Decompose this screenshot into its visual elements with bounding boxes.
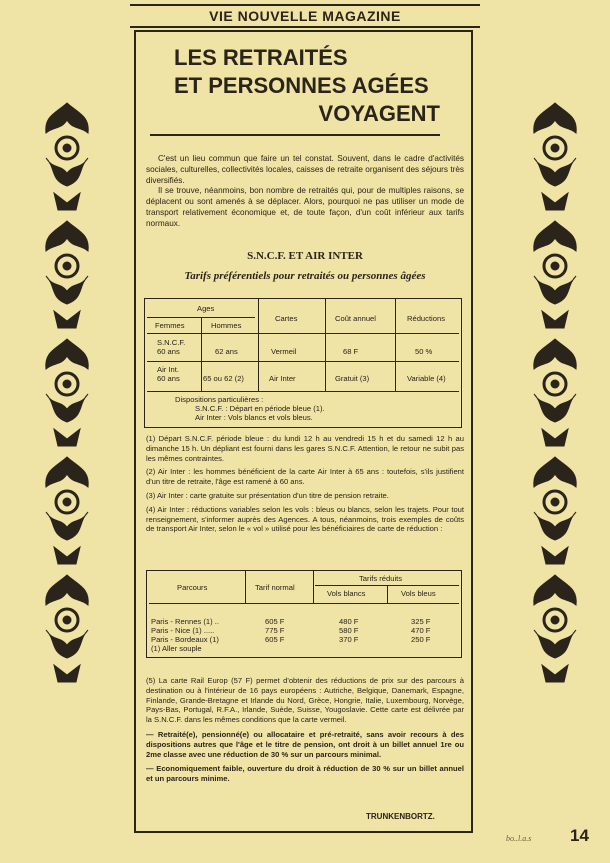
row-2-blancs: 580 F (339, 626, 359, 635)
notes-block-2 (146, 676, 464, 789)
note-6: — Retraité(e), pensionné(e) ou allocataire et pré-retraité, sans avoir recours à des dispositions autres que l'âge et le titre de pension, ont droit à un billet annuel 1re ou 2me classe avec une réduction de 30 % sur un parcours minimal. (146, 729, 464, 759)
cell-r2-reduction: Variable (4) (407, 374, 446, 383)
dispositions-sncf: S.N.C.F. : Départ en période bleue (1). (195, 404, 325, 413)
magazine-masthead: VIE NOUVELLE MAGAZINE (130, 4, 480, 28)
header-tarif-normal: Tarif normal (255, 583, 295, 592)
cell-r1-femmes-b: 60 ans (157, 347, 180, 356)
title-line-2: ET PERSONNES AGÉES (174, 73, 429, 98)
header-vols-bleus: Vols bleus (401, 589, 436, 598)
header-cartes: Cartes (275, 314, 298, 323)
cell-r1-reduction: 50 % (415, 347, 433, 356)
title-line-1: LES RETRAITÉS (174, 45, 348, 70)
row-2-parcours: Paris - Nice (1) ..... (151, 626, 215, 635)
intro-paragraph-2: Il se trouve, néanmoins, bon nombre de retraités qui, pour de multiples raisons, se déplacent ou sont amenés à se déplacer. Alors, pourquoi ne pas utiliser un mode de transport relativement économique et, de toute façon, d'un coût inférieur aux tarifs normaux. (146, 186, 464, 228)
notes-block (146, 434, 464, 538)
cell-r2-cout: Gratuit (3) (335, 374, 370, 383)
row-2-bleus: 470 F (411, 626, 431, 635)
author-signature: TRUNKENBORTZ. (366, 812, 435, 821)
floral-border-left-icon (36, 98, 98, 688)
article-title (150, 44, 446, 128)
row-3-tarif: 605 F (265, 635, 285, 644)
note-2: (2) Air Inter : les hommes bénéficient de la carte Air Inter à 65 ans : toutefois, s'ils justifient d'un titre de retraite, l'âge est ramené à 60 ans. (146, 467, 464, 487)
page-number: 14 (570, 826, 589, 845)
header-parcours: Parcours (177, 583, 208, 592)
cell-r1-femmes-a: S.N.C.F. (157, 338, 186, 347)
cell-r1-hommes: 62 ans (215, 347, 238, 356)
section-subtitle: Tarifs préférentiels pour retraités ou personnes âgées (184, 270, 426, 282)
cell-r1-carte: Vermeil (271, 347, 297, 356)
tariff-table (144, 298, 462, 428)
note-4: (4) Air Inter : réductions variables selon les vols : bleus ou blancs, selon les trajets. Pour tout renseignement, s'informer auprès des Agences. A tous, néanmoins, trois exemples de coûts de transport Air Inter, selon le « vol » utilisé pour les bénéficiaires de carte de réduction : (146, 504, 464, 534)
row-1-blancs: 480 F (339, 617, 359, 626)
floral-border-right-icon (524, 98, 586, 688)
header-ages: Ages (197, 304, 215, 313)
header-cout: Coût annuel (335, 314, 376, 323)
dispositions-title: Dispositions particulières : (175, 395, 264, 404)
header-hommes: Hommes (211, 321, 242, 330)
cell-r2-femmes-a: Air Int. (157, 365, 179, 374)
row-1-tarif: 605 F (265, 617, 285, 626)
cell-r1-cout: 68 F (343, 347, 359, 356)
air-inter-fares-table (146, 570, 462, 658)
intro-paragraph-1: C'est un lieu commun que faire un tel constat. Souvent, dans le cadre d'activités sociales, culturelles, collectivités locales, caisses de retraite organisent des séjours très diversifiés. (146, 154, 464, 185)
title-line-3: VOYAGENT (318, 101, 440, 126)
row-3-parcours: Paris - Bordeaux (1) (151, 635, 219, 644)
row-1-parcours: Paris - Rennes (1) .. (151, 617, 219, 626)
cell-r2-femmes-b: 60 ans (157, 374, 180, 383)
intro-text (146, 154, 464, 230)
row-1-bleus: 325 F (411, 617, 431, 626)
cell-r2-carte: Air Inter (269, 374, 296, 383)
header-tarifs-reduits: Tarifs réduits (359, 574, 403, 583)
header-femmes: Femmes (155, 321, 185, 330)
header-vols-blancs: Vols blancs (327, 589, 366, 598)
section-title: S.N.C.F. ET AIR INTER (247, 250, 363, 262)
note-1: (1) Départ S.N.C.F. période bleue : du lundi 12 h au vendredi 15 h et du samedi 12 h au dimanche 15 h. Un dépliant est fourni dans les gares S.N.C.F. Attention, le retour ne subit pas les mêmes contraintes. (146, 434, 464, 463)
table-footnote: (1) Aller souple (151, 644, 202, 653)
page-mark: bo..l.a.s (506, 834, 532, 843)
row-2-tarif: 775 F (265, 626, 285, 635)
note-5: (5) La carte Rail Europ (57 F) permet d'obtenir des réductions de prix sur des parcours à destination ou à l'intérieur de 16 pays européens : Autriche, Belgique, Danemark, Espagne, Finlande, Grande-Bretagne et Irlande du Nord, Grèce, Hongrie, Italie, Luxembourg, Norvège, Pays-Bas, Portugal, R.F.A., Irlande, Suède, Suisse, Yougoslavie. Cette carte est délivrée par la S.N.C.F. dans les mêmes conditions que la carte vermeil. (146, 676, 464, 725)
row-3-blancs: 370 F (339, 635, 359, 644)
dispositions-air-inter: Air Inter : Vols blancs et vols bleus. (195, 413, 313, 422)
cell-r2-hommes: 65 ou 62 (2) (203, 374, 244, 383)
header-reductions: Réductions (407, 314, 445, 323)
note-3: (3) Air Inter : carte gratuite sur présentation d'un titre de pension retraite. (146, 490, 389, 500)
title-underline (150, 134, 440, 136)
note-7: — Economiquement faible, ouverture du droit à réduction de 30 % sur un billet annuel et un parcours minime. (146, 764, 464, 784)
row-3-bleus: 250 F (411, 635, 431, 644)
